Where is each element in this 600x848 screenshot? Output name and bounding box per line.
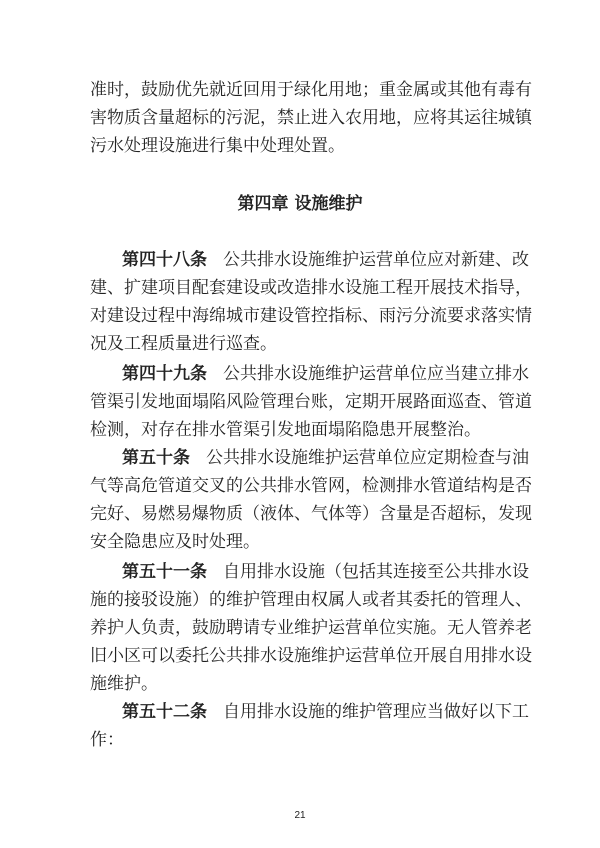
paragraph-line: 养护人负责，鼓励聘请专业维护运营单位实施。无人管养老 — [90, 618, 532, 638]
chapter-title: 第四章 设施维护 — [237, 194, 363, 214]
article-text: 自用排水设施的维护管理应当做好以下工 — [223, 702, 529, 722]
article-first-line — [122, 558, 529, 586]
article-first-line — [122, 360, 529, 388]
paragraph-line: 作： — [90, 730, 124, 750]
paragraph-line: 检测，对存在排水管渠引发地面塌陷隐患开展整治。 — [90, 420, 481, 440]
paragraph-line: 气等高危管道交叉的公共排水管网，检测排水管道结构是否 — [90, 476, 532, 496]
article-first-line — [122, 698, 529, 726]
article-label: 第四十八条 — [122, 250, 207, 270]
article-text: 公共排水设施维护运营单位应对新建、改 — [223, 250, 529, 270]
article-text: 公共排水设施维护运营单位应当建立排水 — [223, 364, 529, 384]
article-first-line — [122, 444, 529, 472]
article-label: 第五十二条 — [122, 702, 207, 722]
paragraph-line: 对建设过程中海绵城市建设管控指标、雨污分流要求落实情 — [90, 306, 532, 326]
article-label: 第四十九条 — [122, 364, 207, 384]
paragraph-line: 完好、易燃易爆物质（液体、气体等）含量是否超标，发现 — [90, 504, 532, 524]
paragraph-line: 害物质含量超标的污泥，禁止进入农用地，应将其运往城镇 — [90, 108, 532, 128]
page-number: 21 — [294, 810, 306, 821]
article-first-line — [122, 246, 529, 274]
paragraph-line: 况及工程质量进行巡查。 — [90, 334, 277, 354]
paragraph-line: 准时，鼓励优先就近回用于绿化用地；重金属或其他有毒有 — [90, 80, 532, 100]
paragraph-line: 污水处理设施进行集中处理处置。 — [90, 136, 345, 156]
article-text: 公共排水设施维护运营单位应定期检查与油 — [206, 448, 529, 468]
paragraph-line: 施的接驳设施）的维护管理由权属人或者其委托的管理人、 — [90, 590, 532, 610]
article-text: 自用排水设施（包括其连接至公共排水设 — [223, 562, 529, 582]
article-label: 第五十一条 — [122, 562, 207, 582]
paragraph-line: 管渠引发地面塌陷风险管理台账，定期开展路面巡查、管道 — [90, 392, 532, 412]
paragraph-line: 安全隐患应及时处理。 — [90, 532, 260, 552]
paragraph-line: 建、扩建项目配套建设或改造排水设施工程开展技术指导， — [90, 278, 532, 298]
paragraph-line: 旧小区可以委托公共排水设施维护运营单位开展自用排水设 — [90, 646, 532, 666]
paragraph-line: 施维护。 — [90, 674, 158, 694]
article-label: 第五十条 — [122, 448, 190, 468]
